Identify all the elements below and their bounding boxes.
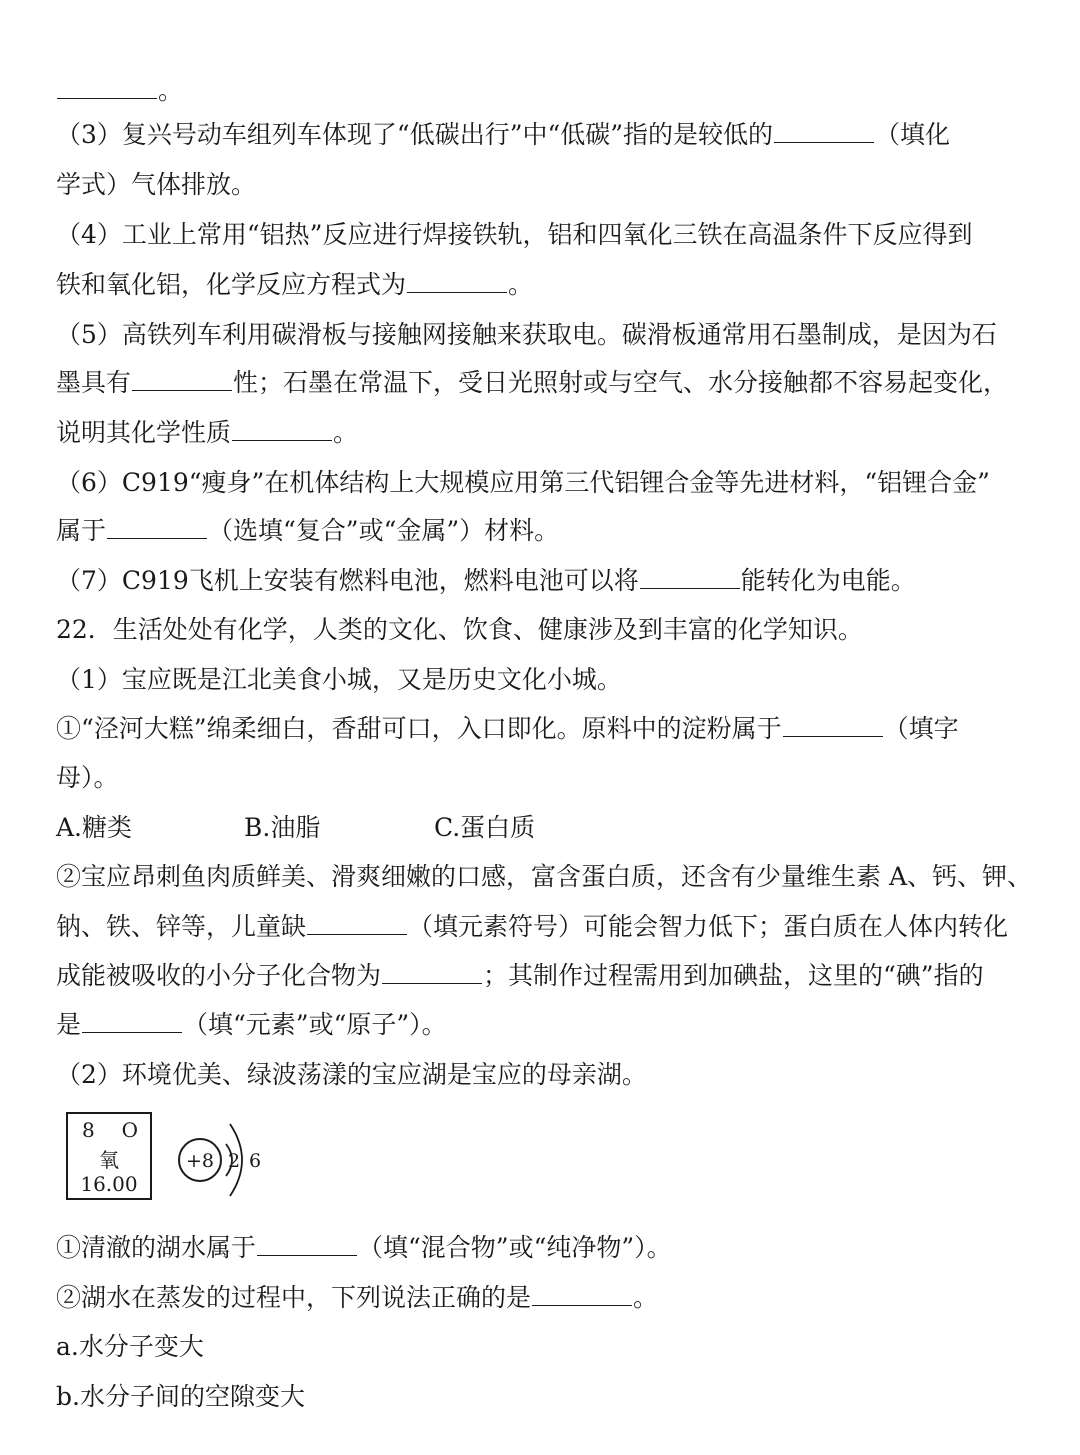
line-q3-cont: 学式）气体排放。 (56, 170, 257, 199)
shell-2-electrons: 6 (248, 1150, 262, 1172)
options-row (56, 811, 535, 845)
answer-blank[interactable] (132, 370, 232, 391)
line-q5: （5）高铁列车利用碳滑板与接触网接触来获取电。碳滑板通常用石墨制成，是因为石 (56, 320, 997, 349)
answer-blank[interactable] (774, 122, 874, 143)
line-q4: （4）工业上常用“铝热”反应进行焊接铁轨，铝和四氧化三铁在高温条件下反应得到 (56, 220, 973, 249)
line-q5-cont: 墨具有 性；石墨在常温下，受日光照射或与空气、水分接触都不容易起变化， (56, 368, 1009, 397)
line-22-1-a: ①“泾河大糕”绵柔细白，香甜可口，入口即化。原料中的淀粉属于 （填字 (56, 714, 959, 743)
line-q6: （6）C919“瘦身”在机体结构上大规模应用第三代铝锂合金等先进材料，“铝锂合金” (56, 468, 990, 497)
choice-a[interactable]: a.水分子变大 (56, 1332, 204, 1361)
answer-blank[interactable] (307, 914, 407, 935)
option-a[interactable]: A.糖类 (56, 813, 133, 842)
line-1: 。 (56, 74, 183, 108)
answer-blank[interactable] (783, 716, 883, 737)
nucleus-charge: +8 (185, 1150, 215, 1172)
line-q6-cont: 属于 （选填“复合”或“金属”）材料。 (56, 516, 560, 545)
line-q3: （3）复兴号动车组列车体现了“低碳出行”中“低碳”指的是较低的 （填化 (56, 120, 951, 149)
line-22-1: （1）宝应既是江北美食小城，又是历史文化小城。 (56, 665, 622, 694)
answer-blank[interactable] (382, 963, 482, 984)
option-b[interactable]: B.油脂 (244, 813, 321, 842)
line-22-2-b: ②湖水在蒸发的过程中，下列说法正确的是 。 (56, 1283, 659, 1312)
line-22-1-b-cont: 钠、铁、锌等，儿童缺 （填元素符号）可能会智力低下；蛋白质在人体内转化 (56, 912, 1009, 941)
line-22-1-a-cont: 母）。 (56, 763, 119, 792)
element-symbol: O (121, 1118, 138, 1142)
answer-blank[interactable] (57, 78, 157, 99)
option-c[interactable]: C.蛋白质 (434, 813, 536, 842)
atomic-structure-diagram (170, 1112, 280, 1202)
answer-blank[interactable] (407, 272, 507, 293)
answer-blank[interactable] (82, 1012, 182, 1033)
shell-1-electrons: 2 (227, 1150, 241, 1172)
line-q4-cont: 铁和氧化铝，化学反应方程式为 。 (56, 270, 534, 299)
line-q7: （7）C919飞机上安装有燃料电池，燃料电池可以将 能转化为电能。 (56, 566, 916, 595)
line-22-1-b-cont3: 是 （填“元素”或“原子”）。 (56, 1010, 447, 1039)
atomic-mass: 16.00 (80, 1172, 138, 1196)
question-22-title: 22．生活处处有化学，人类的文化、饮食、健康涉及到丰富的化学知识。 (56, 615, 863, 644)
line-q5-cont2: 说明其化学性质 。 (56, 418, 359, 447)
line-22-1-b-cont2: 成能被吸收的小分子化合物为 ；其制作过程需用到加碘盐，这里的“碘”指的 (56, 961, 984, 990)
line-22-2-a: ①清澈的湖水属于 （填“混合物”或“纯净物”）。 (56, 1233, 672, 1262)
line-22-1-b: ②宝应昂刺鱼肉质鲜美、滑爽细嫩的口感，富含蛋白质，还含有少量维生素 A、钙、钾、 (56, 862, 1033, 891)
answer-blank[interactable] (640, 568, 740, 589)
answer-blank[interactable] (257, 1235, 357, 1256)
answer-blank[interactable] (232, 420, 332, 441)
line-22-2: （2）环境优美、绿波荡漾的宝应湖是宝应的母亲湖。 (56, 1060, 647, 1089)
answer-blank[interactable] (107, 518, 207, 539)
answer-blank[interactable] (532, 1285, 632, 1306)
periodic-table-cell (66, 1112, 152, 1200)
atomic-number: 8 (82, 1118, 95, 1142)
element-name: 氧 (99, 1148, 119, 1172)
choice-b[interactable]: b.水分子间的空隙变大 (56, 1382, 305, 1411)
